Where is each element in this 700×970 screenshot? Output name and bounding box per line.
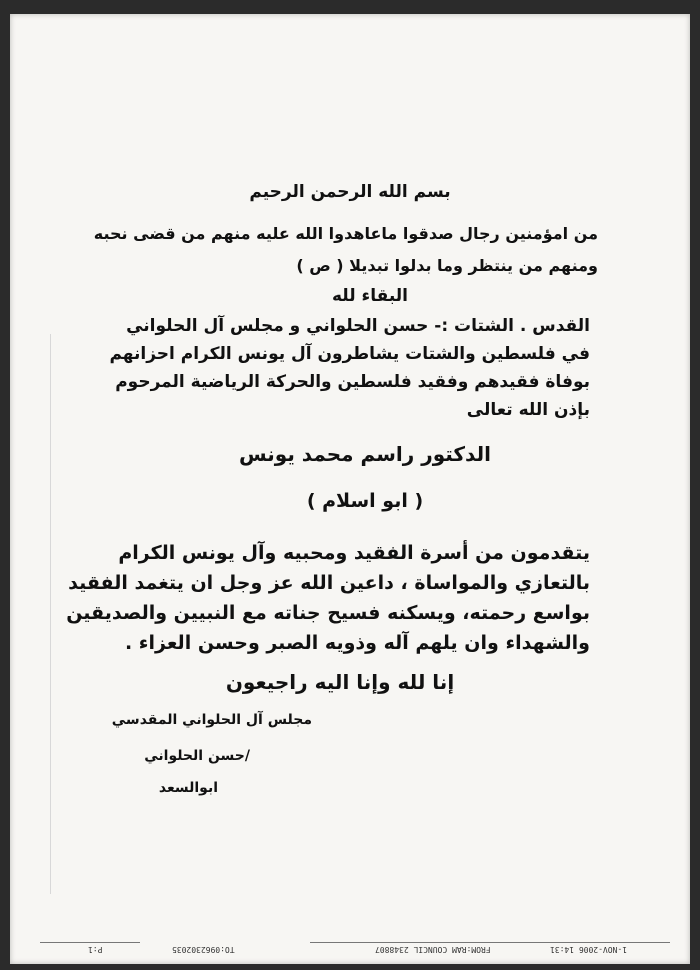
para1-line-1: القدس . الشتات :- حسن الحلواني و مجلس آل الحلواني: [126, 316, 590, 336]
signature-kunya: ابوالسعد: [158, 780, 218, 796]
fax-from: FROM:RAM COUNCIL 2348807: [375, 945, 491, 954]
deceased-name: الدكتور راسم محمد يونس: [239, 442, 491, 466]
para2-line-3: بواسع رحمته، ويسكنه فسيح جناته مع النبيين والصديقين: [66, 602, 590, 624]
verse-line-2: ومنهم من ينتظر وما بدلوا تبديلا ( ص ): [296, 256, 598, 275]
fax-page: P:1: [88, 945, 103, 954]
deceased-kunya: ( ابو اسلام ): [306, 490, 424, 512]
para2-line-2: بالتعازي والمواساة ، داعين الله عز وجل ان يتغمد الفقيد: [68, 572, 590, 594]
document-page: [10, 14, 690, 964]
para2-line-1: يتقدمون من أسرة الفقيد ومحبيه وآل يونس الكرام: [118, 542, 590, 564]
para1-line-4: بإذن الله تعالى: [466, 400, 590, 420]
para1-line-3: بوفاة فقيدهم وفقيد فلسطين والحركة الرياضية المرحوم: [115, 372, 590, 392]
verse-line-1: من امؤمنين رجال صدقوا ماعاهدوا الله عليه منهم من قضى نحبه: [93, 224, 598, 243]
fax-to: TO:0962302035: [172, 945, 235, 954]
signature-org: مجلس آل الحلواني المقدسي: [111, 712, 312, 728]
scan-artifact: [50, 334, 51, 894]
signature-name: /حسن الحلواني: [144, 748, 250, 764]
baqaa-heading: البقاء لله: [331, 286, 408, 306]
footer-rule-left: [40, 942, 140, 943]
closing-verse: إنا لله وإنا اليه راجيعون: [225, 670, 455, 694]
fax-date-time: 1-NOV-2006 14:31: [550, 945, 628, 954]
para2-line-4: والشهداء وان يلهم آله وذويه الصبر وحسن العزاء .: [124, 632, 590, 654]
basmala: بسم الله الرحمن الرحيم: [249, 182, 451, 202]
footer-rule-right: [310, 942, 670, 943]
para1-line-2: في فلسطين والشتات يشاطرون آل يونس الكرام احزانهم: [109, 344, 590, 364]
